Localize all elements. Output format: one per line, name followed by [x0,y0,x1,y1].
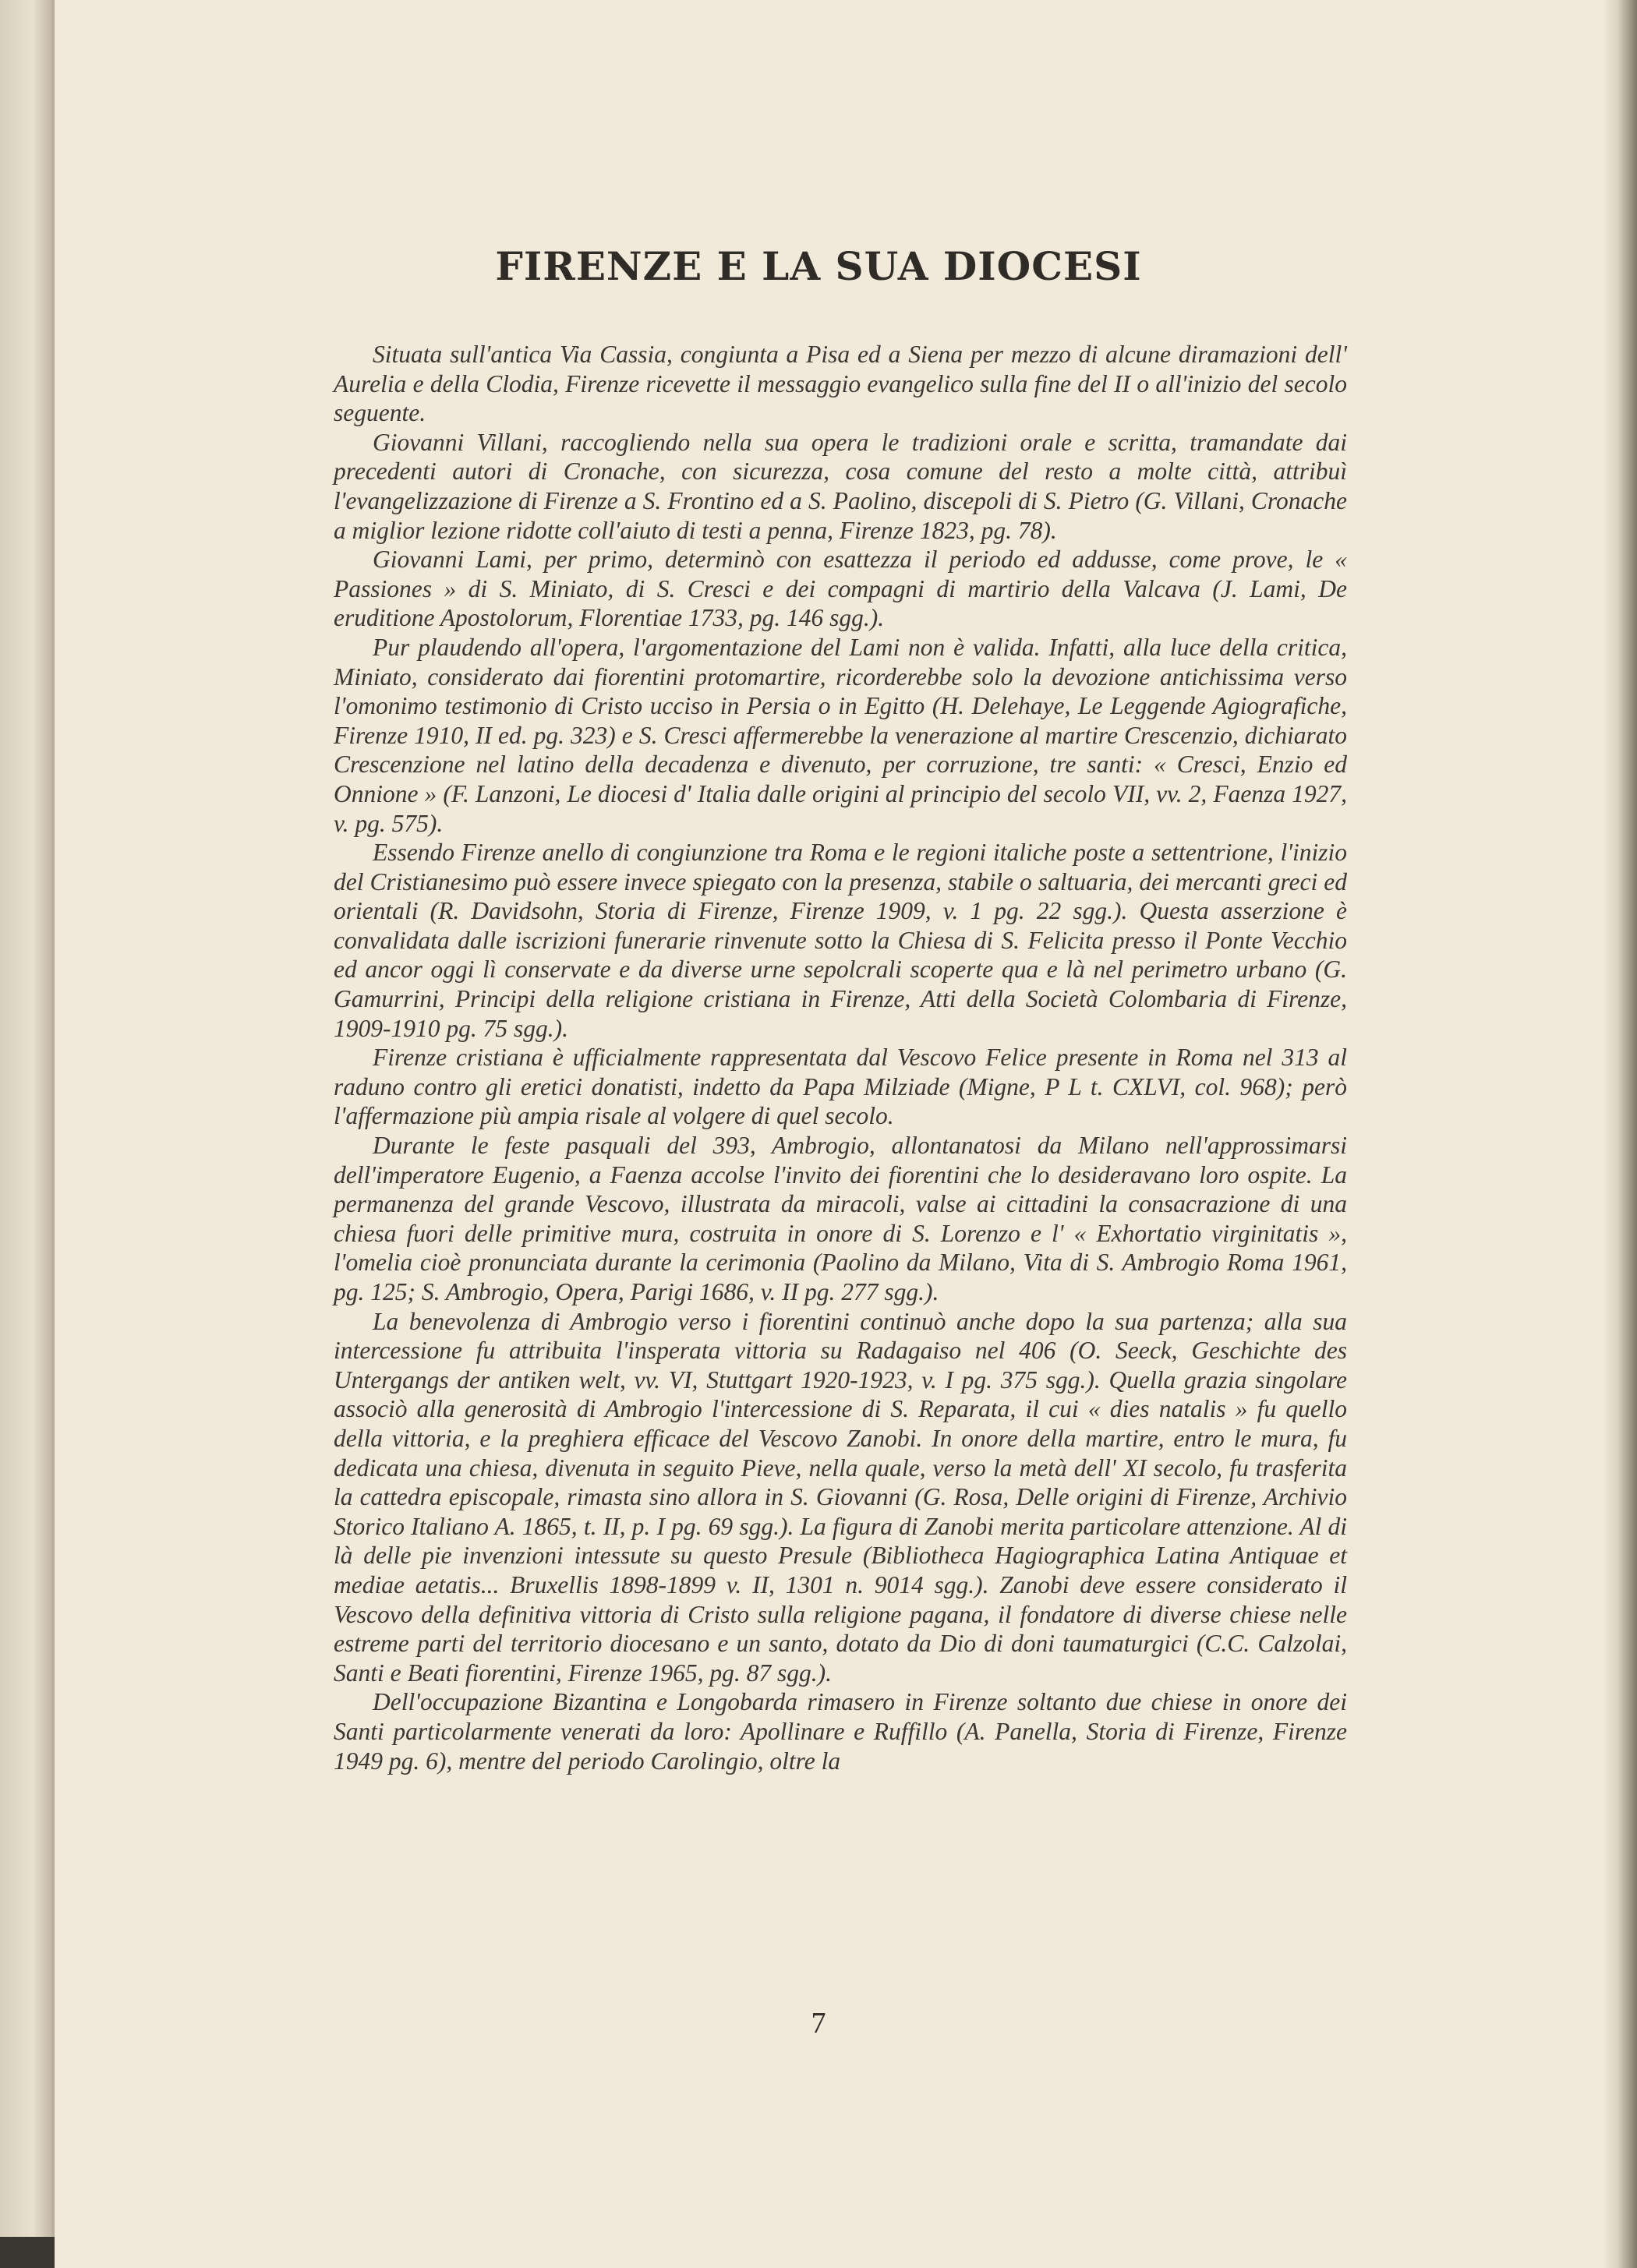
paragraph: La benevolenza di Ambrogio verso i fiorentini continuò anche dopo la sua partenza; alla sua intercessione fu attribuita l'insperata vittoria su Radagaiso nel 406 (O. Seeck, Geschichte des Untergangs der antiken welt, vv. VI, Stuttgart 1920-1923, v. I pg. 375 sgg.). Quella grazia singolare associò alla generosità di Ambrogio l'intercessione di S. Reparata, il cui « dies natalis » fu quello della vittoria, e la preghiera efficace del Vescovo Zanobi. In onore della martire, entro le mura, fu dedicata una chiesa, divenuta in seguito Pieve, nella quale, verso la metà dell' XI secolo, fu trasferita la cattedra episcopale, rimasta sino allora in S. Giovanni (G. Rosa, Delle origini di Firenze, Archivio Storico Italiano A. 1865, t. II, p. I pg. 69 sgg.). La figura di Zanobi merita particolare attenzione. Al di là delle pie invenzioni intessute su questo Presule (Bibliotheca Hagiographica Latina Antiquae et mediae aetatis... Bruxellis 1898-1899 v. II, 1301 n. 9014 sgg.). Zanobi deve essere considerato il Vescovo della definitiva vittoria di Cristo sulla religione pagana, il fondatore di diverse chiese nelle estreme parti del territorio diocesano e un santo, dotato da Dio di doni taumaturgici (C.C. Calzolai, Santi e Beati fiorentini, Firenze 1965, pg. 87 sgg.). [334,1307,1347,1687]
paragraph: Dell'occupazione Bizantina e Longobarda rimasero in Firenze soltanto due chiese in onore dei Santi particolarmente venerati da loro: Apollinare e Ruffillo (A. Panella, Storia di Firenze, Firenze 1949 pg. 6), mentre del periodo Carolingio, oltre la [334,1688,1347,1775]
paragraph: Giovanni Lami, per primo, determinò con esattezza il periodo ed addusse, come prove, le « Passiones » di S. Miniato, di S. Cresci e dei compagni di martirio della Valcava (J. Lami, De eruditione Apostolorum, Florentiae 1733, pg. 146 sgg.). [334,546,1347,632]
paragraph: Pur plaudendo all'opera, l'argomentazione del Lami non è valida. Infatti, alla luce della critica, Miniato, considerato dai fiorentini protomartire, ricorderebbe solo la devozione antichissima verso l'omonimo testimonio di Cristo ucciso in Persia o in Egitto (H. Delehaye, Le Leggende Agiografiche, Firenze 1910, II ed. pg. 323) e S. Cresci affermerebbe la venerazione al martire Crescenzio, dichiarato Crescenzione nel latino della decadenza e divenuto, per corruzione, tre santi: « Cresci, Enzio ed Onnione » (F. Lanzoni, Le diocesi d' Italia dalle origini al principio del secolo VII, vv. 2, Faenza 1927, v. pg. 575). [334,633,1347,837]
body-text [334,340,1347,1775]
page-title: FIRENZE E LA SUA DIOCESI [495,243,1142,289]
paragraph: Situata sull'antica Via Cassia, congiunta a Pisa ed a Siena per mezzo di alcune diramazioni dell' Aurelia e della Clodia, Firenze ricevette il messaggio evangelico sulla fine del II o all'inizio del secolo seguente. [334,341,1347,427]
paragraph: Firenze cristiana è ufficialmente rappresentata dal Vescovo Felice presente in Roma nel 313 al raduno contro gli eretici donatisti, indetto da Papa Milziade (Migne, P L t. CXLVI, col. 968); però l'affermazione più ampia risale al volgere di quel secolo. [334,1044,1347,1130]
paragraph: Giovanni Villani, raccogliendo nella sua opera le tradizioni orale e scritta, tramandate dai precedenti autori di Cronache, con sicurezza, cosa comune del resto a molte città, attribuì l'evangelizzazione di Firenze a S. Frontino ed a S. Paolino, discepoli di S. Pietro (G. Villani, Cronache a miglior lezione ridotte coll'aiuto di testi a penna, Firenze 1823, pg. 78). [334,428,1347,544]
page-edge [1604,0,1637,2268]
paragraph: Essendo Firenze anello di congiunzione tra Roma e le regioni italiche poste a settentrione, l'inizio del Cristianesimo può essere invece spiegato con la presenza, stabile o saltuaria, dei mercanti greci ed orientali (R. Davidsohn, Storia di Firenze, Firenze 1909, v. 1 pg. 22 sgg.). Questa asserzione è convalidata dalle iscrizioni funerarie rinvenute sotto la Chiesa di S. Felicita presso il Ponte Vecchio ed ancor oggi lì conservate e da diverse urne sepolcrali scoperte qua e là nel perimetro urbano (G. Gamurrini, Principi della religione cristiana in Firenze, Atti della Società Colombaria di Firenze, 1909-1910 pg. 75 sgg.). [334,839,1347,1042]
page-number: 7 [811,2007,826,2040]
scan-corner [0,2237,55,2268]
paragraph: Durante le feste pasquali del 393, Ambrogio, allontanatosi da Milano nell'approssimarsi dell'imperatore Eugenio, a Faenza accolse l'invito dei fiorentini che lo desideravano loro ospite. La permanenza del grande Vescovo, illustrata da miracoli, valse ai cittadini la consacrazione di una chiesa fuori delle primitive mura, costruita in onore di S. Lorenzo e l' « Exhortatio virginitatis », l'omelia cioè pronunciata durante la cerimonia (Paolino da Milano, Vita di S. Ambrogio Roma 1961, pg. 125; S. Ambrogio, Opera, Parigi 1686, v. II pg. 277 sgg.). [334,1132,1347,1305]
binding-spine [0,0,55,2268]
